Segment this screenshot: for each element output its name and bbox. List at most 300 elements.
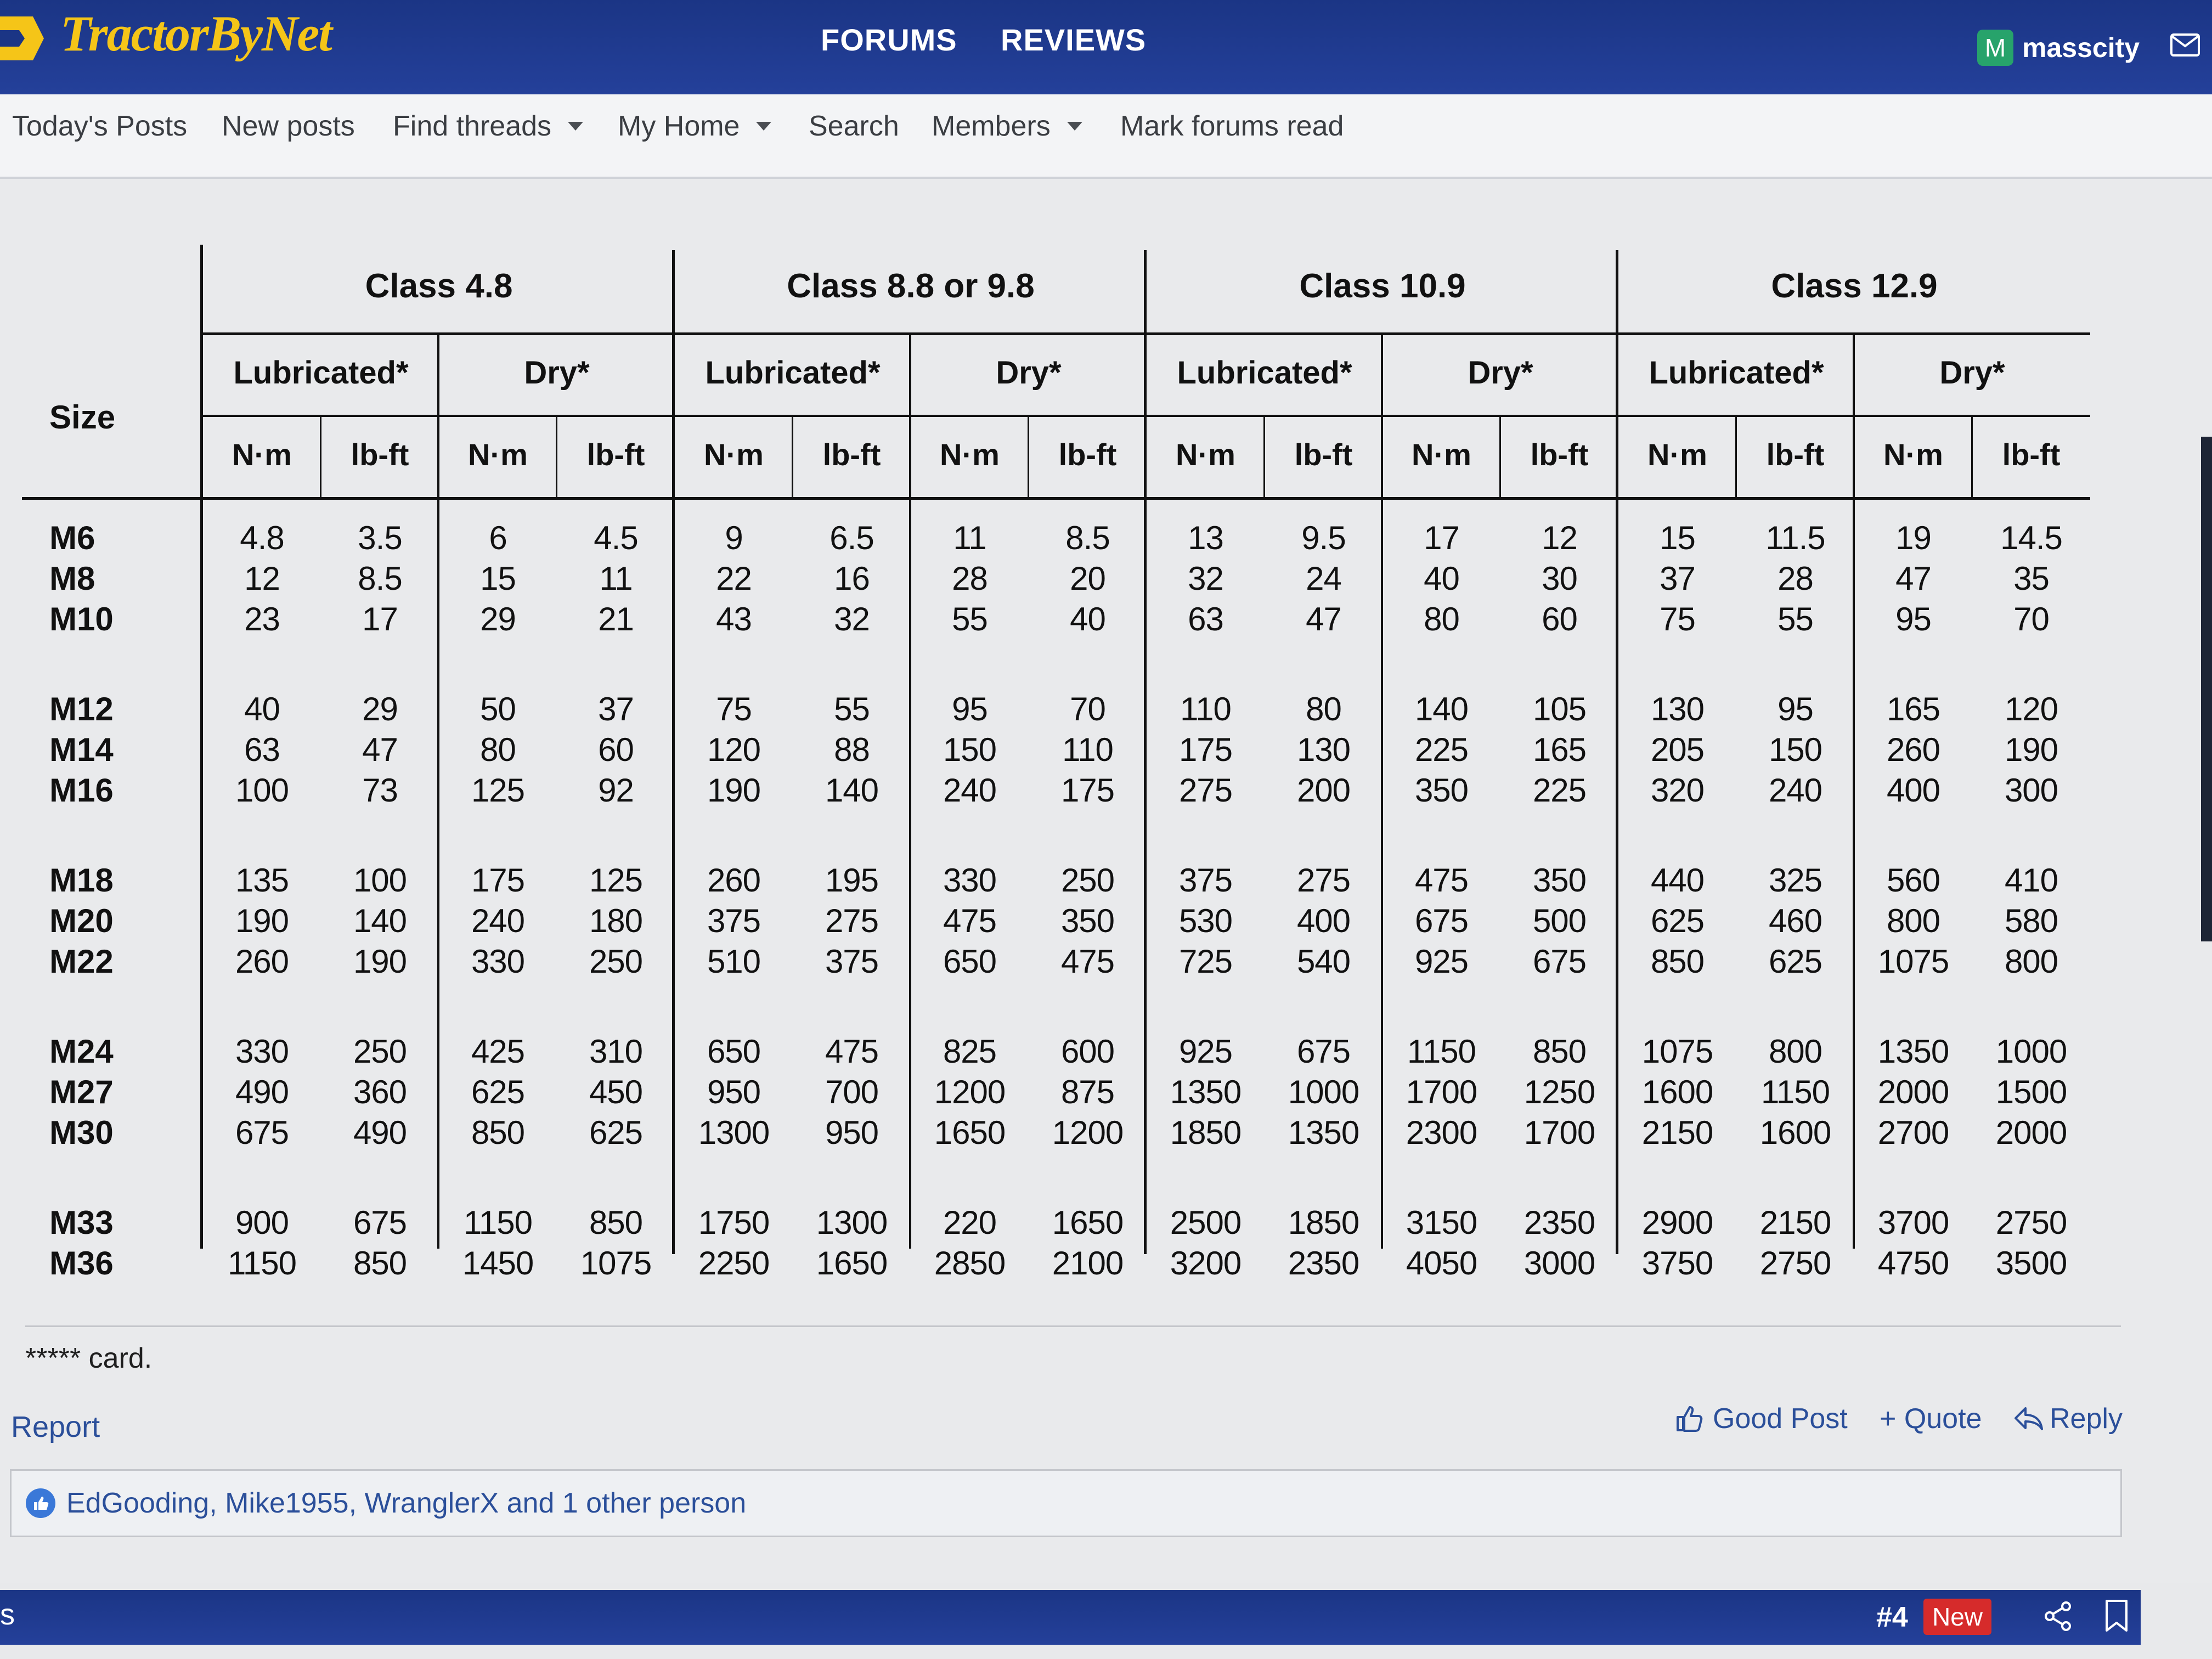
torque-value: 950 [707,1074,761,1110]
torque-value: 275 [1296,862,1351,899]
torque-value: 17 [362,601,398,637]
torque-value: 1350 [1877,1033,1949,1070]
unit-header: lb-ft [586,437,645,472]
subnav-label: Search [809,110,899,142]
torque-value: 20 [1070,560,1105,597]
torque-value: 1150 [1760,1074,1830,1110]
torque-value: 325 [1768,862,1822,899]
torque-value: 375 [707,902,761,939]
torque-value: 11 [599,560,633,597]
torque-value: 73 [362,772,398,809]
torque-value: 40 [1070,601,1105,637]
torque-value: 12 [244,560,280,597]
torque-value: 105 [1532,691,1587,727]
torque-value: 675 [1532,943,1587,980]
size-label: M14 [49,731,114,768]
likes-list[interactable]: EdGooding, Mike1955, WranglerX and 1 other person [66,1487,747,1519]
unit-header: N·m [1647,437,1707,472]
torque-value: 330 [471,943,525,980]
torque-value: 1075 [580,1245,652,1282]
torque-value: 580 [2004,902,2058,939]
username[interactable]: masscity [2022,32,2140,63]
torque-value: 450 [589,1074,643,1110]
size-label: M6 [49,520,95,556]
torque-value: 650 [943,943,997,980]
torque-value: 95 [1895,601,1931,637]
size-label: M36 [49,1245,114,1282]
torque-value: 350 [1060,902,1115,939]
chevron-down-icon[interactable] [1067,122,1082,131]
good-post-label: Good Post [1713,1403,1848,1435]
torque-value: 1300 [698,1114,770,1151]
torque-value: 1350 [1170,1074,1242,1110]
torque-value: 250 [1060,862,1115,899]
quote-label: + Quote [1880,1403,1982,1435]
torque-value: 63 [1188,601,1223,637]
condition-header: Dry* [1468,355,1533,391]
torque-value: 675 [235,1114,289,1151]
size-label: M18 [49,862,114,899]
torque-value: 3.5 [358,520,402,556]
torque-value: 110 [1062,731,1113,768]
torque-value: 47 [1895,560,1931,597]
torque-value: 12 [1542,520,1577,556]
torque-value: 190 [707,772,761,809]
size-label: M33 [49,1204,114,1241]
subnav-search[interactable] [809,110,899,143]
torque-value: 3700 [1877,1204,1949,1241]
size-label: M30 [49,1114,114,1151]
condition-header: Lubricated* [233,355,409,391]
torque-value: 15 [1660,520,1695,556]
torque-value: 250 [589,943,643,980]
torque-value: 850 [1532,1033,1587,1070]
torque-value: 2250 [698,1245,770,1282]
share-icon[interactable] [2043,1601,2074,1632]
unit-divider [556,415,557,497]
torque-value: 490 [235,1074,289,1110]
torque-value: 220 [943,1204,997,1241]
subnav-label: Members [932,110,1051,142]
torque-value: 1650 [1052,1204,1124,1241]
torque-value: 95 [1778,691,1813,727]
torque-value: 2750 [1995,1204,2067,1241]
torque-value: 100 [353,862,407,899]
new-badge: New [1923,1599,1991,1635]
torque-value: 330 [235,1033,289,1070]
torque-value: 32 [1188,560,1223,597]
torque-value: 4.8 [240,520,284,556]
torque-value: 925 [1178,1033,1233,1070]
condition-header: Lubricated* [705,355,881,391]
post-body-text: ***** card. [25,1342,153,1374]
torque-value: 92 [598,772,634,809]
unit-divider [1735,415,1737,497]
torque-value: 240 [1768,772,1822,809]
reactions-bar[interactable] [10,1469,2122,1537]
torque-value: 11 [953,520,986,556]
torque-value: 130 [1296,731,1351,768]
torque-value: 175 [1178,731,1233,768]
torque-value: 75 [1660,601,1695,637]
torque-value: 260 [235,943,289,980]
torque-value: 1000 [1995,1033,2067,1070]
torque-value: 28 [1778,560,1813,597]
site-logo-text[interactable]: TractorByNet [60,5,331,61]
torque-value: 850 [589,1204,643,1241]
torque-value: 95 [952,691,988,727]
unit-divider [1263,415,1265,497]
torque-value: 19 [1895,520,1931,556]
post-content [0,179,2212,1583]
torque-value: 1650 [816,1245,888,1282]
torque-value: 260 [707,862,761,899]
torque-value: 320 [1650,772,1705,809]
torque-value: 675 [353,1204,407,1241]
torque-value: 130 [1650,691,1705,727]
torque-value: 1500 [1995,1074,2067,1110]
torque-value: 475 [825,1033,879,1070]
chevron-down-icon[interactable] [756,122,771,131]
torque-value: 4750 [1877,1245,1949,1282]
unit-divider [1499,415,1501,497]
torque-value: 300 [2004,772,2058,809]
torque-value: 800 [1768,1033,1822,1070]
torque-value: 3150 [1406,1204,1477,1241]
torque-value: 540 [1296,943,1351,980]
torque-value: 32 [834,601,870,637]
logo-icon[interactable] [0,5,44,71]
report-link[interactable]: Report [11,1410,100,1443]
torque-value: 1850 [1170,1114,1242,1151]
class-header: Class 8.8 or 9.8 [787,267,1035,305]
torque-value: 22 [716,560,752,597]
size-label: M20 [49,902,114,939]
torque-value: 1350 [1288,1114,1359,1151]
avatar[interactable]: M [1977,30,2013,66]
torque-value: 40 [1424,560,1459,597]
torque-value: 55 [952,601,988,637]
torque-value: 55 [834,691,870,727]
torque-value: 1600 [1759,1114,1831,1151]
size-label: M22 [49,943,114,980]
torque-value: 4050 [1406,1245,1477,1282]
torque-value: 6.5 [830,520,874,556]
unit-header: N·m [940,437,1000,472]
unit-header: N·m [1176,437,1235,472]
torque-table-image [22,245,2101,1282]
torque-value: 1700 [1523,1114,1595,1151]
good-post-button[interactable] [1674,1402,1848,1435]
torque-value: 11.5 [1765,520,1825,556]
like-icon [26,1488,55,1518]
torque-value: 530 [1178,902,1233,939]
torque-value: 55 [1778,601,1813,637]
unit-header: lb-ft [1294,437,1353,472]
subnav-todays-posts[interactable] [12,110,187,143]
torque-value: 950 [825,1114,879,1151]
torque-value: 120 [2004,691,2058,727]
torque-value: 2900 [1641,1204,1713,1241]
torque-value: 625 [1768,943,1822,980]
torque-value: 625 [1650,902,1705,939]
torque-value: 60 [1542,601,1577,637]
torque-value: 14.5 [2000,520,2062,556]
torque-value: 650 [707,1033,761,1070]
subnav-label: Find threads [393,110,552,142]
torque-value: 165 [1886,691,1940,727]
torque-value: 29 [480,601,516,637]
size-label: M10 [49,601,114,637]
size-label: M16 [49,772,114,809]
torque-value: 47 [1306,601,1341,637]
torque-value: 400 [1886,772,1940,809]
torque-value: 1075 [1877,943,1949,980]
size-header: Size [49,399,116,436]
torque-value: 400 [1296,902,1351,939]
torque-value: 900 [235,1204,289,1241]
torque-value: 80 [1424,601,1459,637]
torque-value: 50 [480,691,516,727]
torque-value: 800 [2004,943,2058,980]
torque-value: 3750 [1641,1245,1713,1282]
sub-navigation [0,94,2212,179]
torque-value: 275 [1178,772,1233,809]
torque-value: 70 [1070,691,1105,727]
torque-value: 260 [1886,731,1940,768]
torque-value: 30 [1542,560,1577,597]
torque-value: 725 [1178,943,1233,980]
torque-value: 600 [1060,1033,1115,1070]
size-label: M24 [49,1033,114,1070]
torque-value: 40 [244,691,280,727]
torque-value: 80 [1306,691,1341,727]
torque-value: 140 [353,902,407,939]
reply-icon [2013,1405,2044,1432]
unit-header: N·m [1412,437,1471,472]
class-header: Class 10.9 [1299,267,1466,305]
torque-value: 43 [716,601,752,637]
torque-value: 9 [725,520,743,556]
torque-value: 475 [1060,943,1115,980]
torque-value: 475 [943,902,997,939]
torque-value: 37 [1660,560,1695,597]
torque-value: 17 [1424,520,1459,556]
subnav-members[interactable] [932,110,1082,143]
torque-value: 1150 [227,1245,297,1282]
torque-value: 560 [1886,862,1940,899]
torque-value: 675 [1414,902,1469,939]
size-label: M8 [49,560,95,597]
torque-value: 3000 [1523,1245,1595,1282]
subnav-label: Mark forums read [1120,110,1344,142]
torque-value: 21 [598,601,634,637]
bottom-left-text: s [0,1598,15,1631]
torque-value: 490 [353,1114,407,1151]
user-menu[interactable] [1977,30,2140,66]
torque-value: 675 [1296,1033,1351,1070]
torque-value: 1300 [816,1204,888,1241]
torque-value: 2150 [1759,1204,1831,1241]
unit-header: lb-ft [1766,437,1825,472]
torque-value: 195 [825,862,879,899]
torque-value: 135 [235,862,289,899]
torque-value: 4.5 [594,520,638,556]
torque-value: 360 [353,1074,407,1110]
unit-divider [320,415,321,497]
subnav-label: My Home [618,110,740,142]
torque-value: 225 [1414,731,1469,768]
mail-icon[interactable] [2170,33,2200,57]
torque-value: 350 [1414,772,1469,809]
torque-value: 825 [943,1033,997,1070]
torque-value: 410 [2004,862,2058,899]
thumbs-up-icon [1674,1404,1704,1434]
torque-value: 29 [362,691,398,727]
torque-value: 275 [825,902,879,939]
torque-value: 2350 [1523,1204,1595,1241]
torque-value: 63 [244,731,280,768]
torque-value: 800 [1886,902,1940,939]
torque-value: 1450 [462,1245,534,1282]
torque-value: 375 [825,943,879,980]
torque-value: 70 [2013,601,2049,637]
torque-value: 375 [1178,862,1233,899]
chevron-down-icon[interactable] [568,122,583,131]
torque-value: 150 [1768,731,1822,768]
torque-value: 28 [952,560,988,597]
subnav-label: Today's Posts [12,110,188,142]
torque-value: 15 [480,560,516,597]
subnav-my-home[interactable] [618,110,771,143]
unit-header: N·m [704,437,764,472]
class-header: Class 12.9 [1771,267,1938,305]
torque-value: 16 [834,560,870,597]
bookmark-icon[interactable] [2104,1599,2129,1633]
torque-value: 1850 [1288,1204,1359,1241]
torque-value: 850 [1650,943,1705,980]
torque-value: 125 [471,772,525,809]
torque-value: 1200 [1052,1114,1124,1151]
torque-value: 140 [825,772,879,809]
torque-value: 1000 [1288,1074,1359,1110]
unit-header: N·m [468,437,528,472]
torque-value: 1700 [1406,1074,1477,1110]
scrollbar[interactable] [2201,437,2212,941]
torque-value: 240 [471,902,525,939]
unit-header: N·m [232,437,292,472]
torque-value: 250 [353,1033,407,1070]
torque-value: 24 [1306,560,1341,597]
torque-value: 190 [353,943,407,980]
torque-value: 140 [1414,691,1469,727]
torque-value: 13 [1188,520,1223,556]
unit-divider [1971,415,1973,497]
torque-value: 35 [2013,560,2049,597]
torque-value: 330 [943,862,997,899]
subnav-mark-forums-read[interactable] [1120,110,1344,143]
size-label: M27 [49,1074,114,1110]
condition-header: Lubricated* [1177,355,1352,391]
torque-value: 1250 [1523,1074,1595,1110]
subnav-find-threads[interactable] [393,110,583,143]
post-number[interactable]: #4 [1876,1601,1908,1633]
bottom-bar [0,1590,2141,1645]
torque-value: 225 [1532,772,1587,809]
torque-value: 625 [589,1114,643,1151]
torque-value: 205 [1650,731,1705,768]
unit-header: lb-ft [1530,437,1589,472]
unit-divider [1028,415,1029,497]
torque-value: 2150 [1641,1114,1713,1151]
torque-value: 8.5 [358,560,402,597]
torque-value: 510 [707,943,761,980]
torque-value: 165 [1532,731,1587,768]
tab-reviews[interactable]: REVIEWS [1001,22,1147,57]
torque-value: 8.5 [1065,520,1110,556]
class-header: Class 4.8 [365,267,513,305]
tab-forums[interactable]: FORUMS [821,22,957,57]
torque-value: 190 [2004,731,2058,768]
torque-value: 850 [353,1245,407,1282]
torque-value: 925 [1414,943,1469,980]
torque-value: 1200 [934,1074,1006,1110]
torque-value: 180 [589,902,643,939]
reply-button[interactable] [2013,1402,2123,1435]
torque-value: 875 [1060,1074,1115,1110]
torque-value: 2850 [934,1245,1006,1282]
torque-value: 9.5 [1301,520,1346,556]
unit-divider [792,415,793,497]
header-rule [22,497,2090,500]
torque-value: 100 [235,772,289,809]
torque-value: 1750 [698,1204,770,1241]
torque-value: 2750 [1759,1245,1831,1282]
torque-value: 47 [362,731,398,768]
torque-value: 125 [589,862,643,899]
subnav-new-posts[interactable] [222,110,355,143]
subnav-label: New posts [222,110,355,142]
torque-value: 440 [1650,862,1705,899]
torque-value: 1150 [1407,1033,1476,1070]
quote-button[interactable] [1880,1402,1982,1435]
torque-value: 240 [943,772,997,809]
torque-value: 1650 [934,1114,1006,1151]
torque-value: 88 [834,731,870,768]
post-divider [25,1325,2121,1327]
condition-header: Dry* [996,355,1062,391]
torque-value: 3500 [1995,1245,2067,1282]
torque-value: 500 [1532,902,1587,939]
torque-value: 2000 [1877,1074,1949,1110]
torque-value: 2000 [1995,1114,2067,1151]
torque-value: 850 [471,1114,525,1151]
torque-value: 475 [1414,862,1469,899]
torque-value: 2100 [1052,1245,1124,1282]
torque-value: 75 [716,691,752,727]
condition-header: Lubricated* [1649,355,1824,391]
torque-value: 150 [943,731,997,768]
torque-value: 120 [707,731,761,768]
torque-value: 1150 [463,1204,533,1241]
torque-value: 350 [1532,862,1587,899]
unit-header: N·m [1883,437,1943,472]
unit-header: lb-ft [351,437,409,472]
torque-value: 2350 [1288,1245,1359,1282]
torque-value: 2300 [1406,1114,1477,1151]
torque-value: 1075 [1641,1033,1713,1070]
top-navbar [0,0,2212,94]
